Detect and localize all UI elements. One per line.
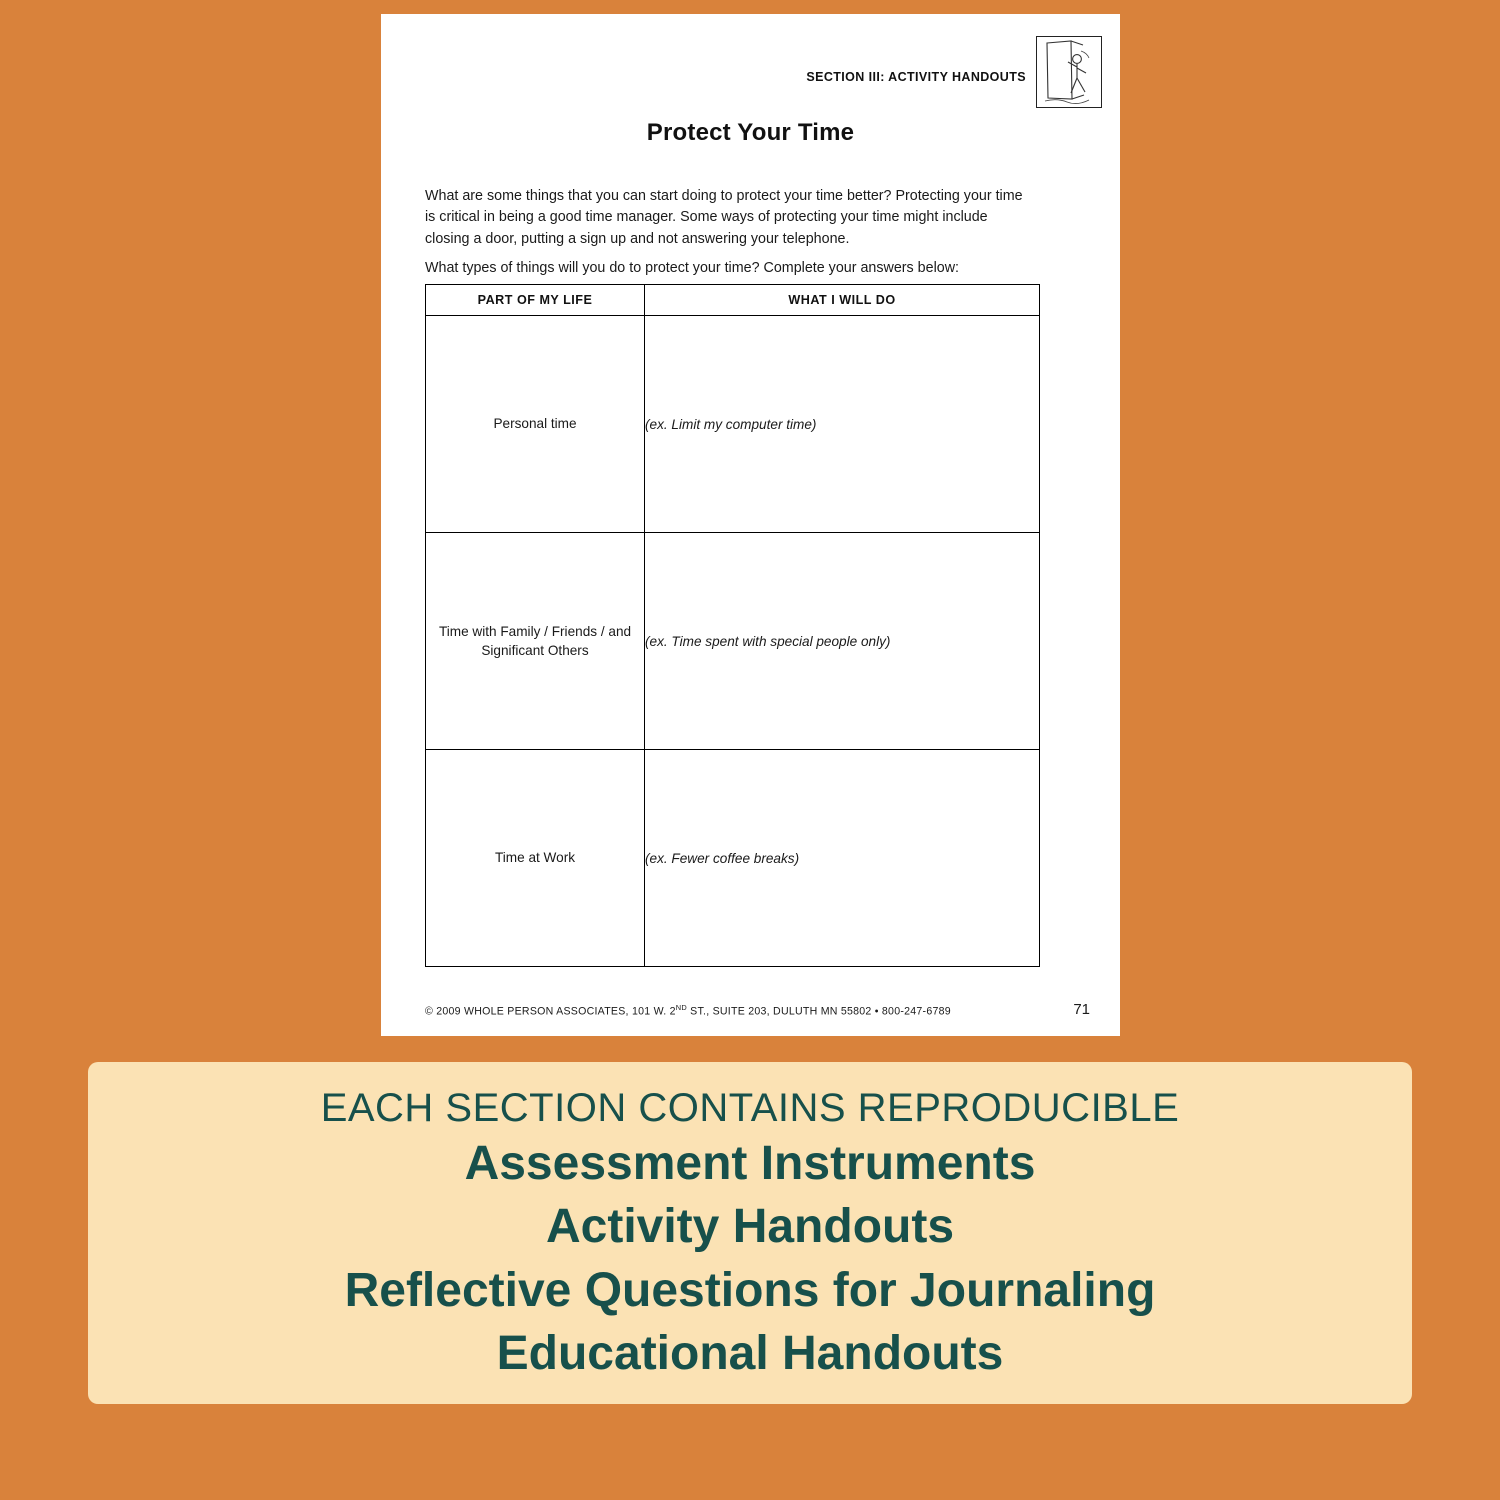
example-text: (ex. Fewer coffee breaks) (645, 850, 800, 866)
answer-field-time-at-work[interactable] (645, 750, 1040, 967)
table-row (426, 316, 1040, 533)
column-header-part-of-my-life: PART OF MY LIFE (426, 285, 645, 316)
copyright-ordinal: ND (675, 1003, 687, 1013)
page-footer (425, 1001, 1090, 1018)
answer-field-personal-time[interactable] (645, 316, 1040, 533)
intro-paragraph: What are some things that you can start doing to protect your time better? Protecting your time is critical in being a good time manager. Some ways of protecting your time might include closing a door, putting a sign up and not answering your telephone. (425, 188, 1023, 247)
column-header-what-i-will-do: WHAT I WILL DO (645, 285, 1040, 316)
page-number: 71 (1073, 1001, 1090, 1018)
banner-line-educational-handouts: Educational Handouts (496, 1327, 1004, 1381)
page-title: Protect Your Time (646, 119, 855, 146)
worksheet-table (425, 284, 1040, 967)
table-row (426, 533, 1040, 750)
example-text: (ex. Time spent with special people only) (645, 633, 891, 649)
copyright-prefix: © 2009 WHOLE PERSON ASSOCIATES, 101 W. 2 (425, 1006, 676, 1018)
page-header (806, 36, 1102, 108)
worksheet-page (381, 14, 1120, 1036)
banner-line-activity-handouts: Activity Handouts (545, 1200, 955, 1254)
example-text: (ex. Limit my computer time) (645, 416, 817, 432)
copyright-suffix: ST., SUITE 203, DULUTH MN 55802 • 800-247-6789 (686, 1006, 951, 1018)
row-label-time-at-work: Time at Work (426, 750, 645, 967)
copyright-notice (425, 1003, 951, 1018)
answer-field-time-with-family[interactable] (645, 533, 1040, 750)
section-label: SECTION III: ACTIVITY HANDOUTS (806, 70, 1026, 84)
row-label-personal-time: Personal time (426, 316, 645, 533)
row-label-time-with-family: Time with Family / Friends / and Significant Others (426, 533, 645, 750)
banner-eyebrow: EACH SECTION CONTAINS REPRODUCIBLE (320, 1086, 1180, 1130)
table-row (426, 750, 1040, 967)
table-header-row (426, 285, 1040, 316)
banner-line-assessment-instruments: Assessment Instruments (464, 1137, 1036, 1190)
promo-banner (88, 1062, 1412, 1404)
banner-line-reflective-questions: Reflective Questions for Journaling (344, 1263, 1156, 1317)
instruction-paragraph: What types of things will you do to protect your time? Complete your answers below: (425, 260, 959, 277)
person-at-door-illustration (1036, 36, 1102, 108)
